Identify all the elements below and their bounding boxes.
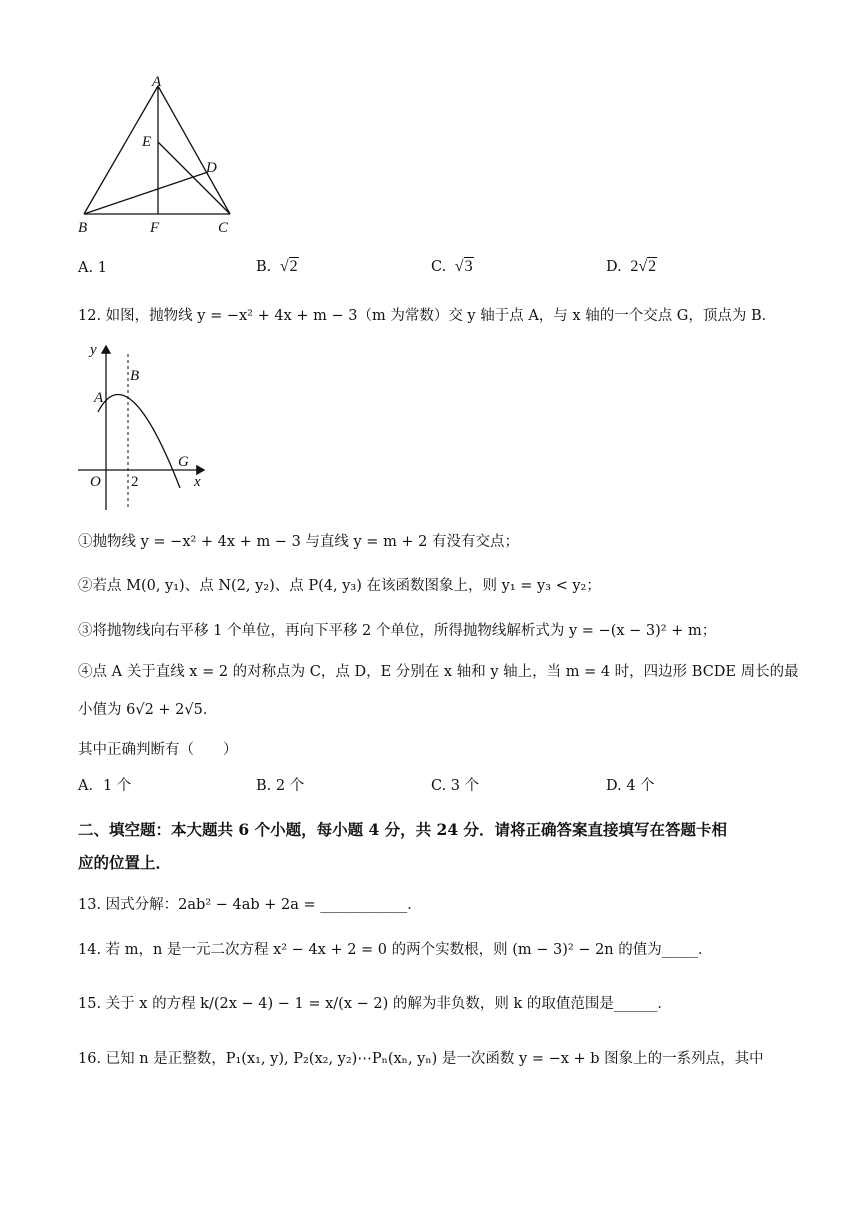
point-label-e: E [142, 134, 152, 150]
point-label-g: G [178, 454, 189, 470]
q12-option-d: D. 4 个 [606, 778, 655, 794]
point-label-b: B [78, 220, 88, 236]
q12-statement-1: ①抛物线 y = −x² + 4x + m − 3 与直线 y = m + 2 有没有交点； [78, 534, 520, 550]
q11-option-b: B. √2 [256, 258, 298, 275]
q11-option-a: A. 1 [78, 260, 107, 276]
section-2-heading-line2: 应的位置上． [78, 853, 172, 872]
axis-label-x: x [194, 474, 201, 490]
q11-option-c: C. √3 [431, 258, 473, 275]
q12-option-a: A．1 个 [78, 778, 132, 794]
q14-text: 14. 若 m，n 是一元二次方程 x² − 4x + 2 = 0 的两个实数根，则 (m − 3)² − 2n 的值为_____． [78, 942, 713, 958]
origin-label: O [90, 474, 101, 490]
tick-label-2: 2 [131, 474, 139, 490]
section-2-heading-line1: 二、填空题：本大题共 6 个小题，每小题 4 分，共 24 分．请将正确答案直接填写在答题卡相 [78, 820, 728, 839]
q12-statement-4-line2: 小值为 6√2 + 2√5． [78, 702, 218, 718]
point-label-c: C [218, 220, 229, 236]
q15-text: 15. 关于 x 的方程 k/(2x − 4) − 1 = x/(x − 2) 的解为非负数，则 k 的取值范围是______． [78, 996, 672, 1012]
point-label-d: D [206, 160, 217, 176]
q12-statement-4-line1: ④点 A 关于直线 x = 2 的对称点为 C，点 D，E 分别在 x 轴和 y 轴上，当 m = 4 时，四边形 BCDE 周长的最 [78, 664, 799, 680]
point-label-f: F [150, 220, 160, 236]
q12-option-c: C. 3 个 [431, 778, 480, 794]
q13-text: 13. 因式分解：2ab² − 4ab + 2a = ____________． [78, 897, 422, 913]
point-label-b: B [130, 368, 140, 384]
parabola-figure [76, 340, 216, 512]
q12-stem: 12. 如图，抛物线 y = −x² + 4x + m − 3（m 为常数）交 y 轴于点 A，与 x 轴的一个交点 G，顶点为 B． [78, 308, 777, 324]
axis-label-y: y [90, 342, 97, 358]
q16-text: 16. 已知 n 是正整数，P₁(x₁, y), P₂(x₂, y₂)⋯Pₙ(xₙ, yₙ) 是一次函数 y = −x + b 图象上的一系列点，其中 [78, 1051, 764, 1067]
q11-option-d: D. 2√2 [606, 258, 657, 275]
triangle-figure [70, 72, 240, 240]
q12-option-b: B. 2 个 [256, 778, 305, 794]
q12-statement-3: ③将抛物线向右平移 1 个单位，再向下平移 2 个单位，所得抛物线解析式为 y = −(x − 3)² + m； [78, 623, 717, 639]
q12-prompt: 其中正确判断有（ ） [78, 742, 238, 758]
q12-statement-2: ②若点 M(0, y₁)、点 N(2, y₂)、点 P(4, y₃) 在该函数图象上，则 y₁ = y₃ < y₂； [78, 578, 601, 594]
point-label-a: A [94, 390, 104, 406]
point-label-a: A [152, 74, 162, 90]
